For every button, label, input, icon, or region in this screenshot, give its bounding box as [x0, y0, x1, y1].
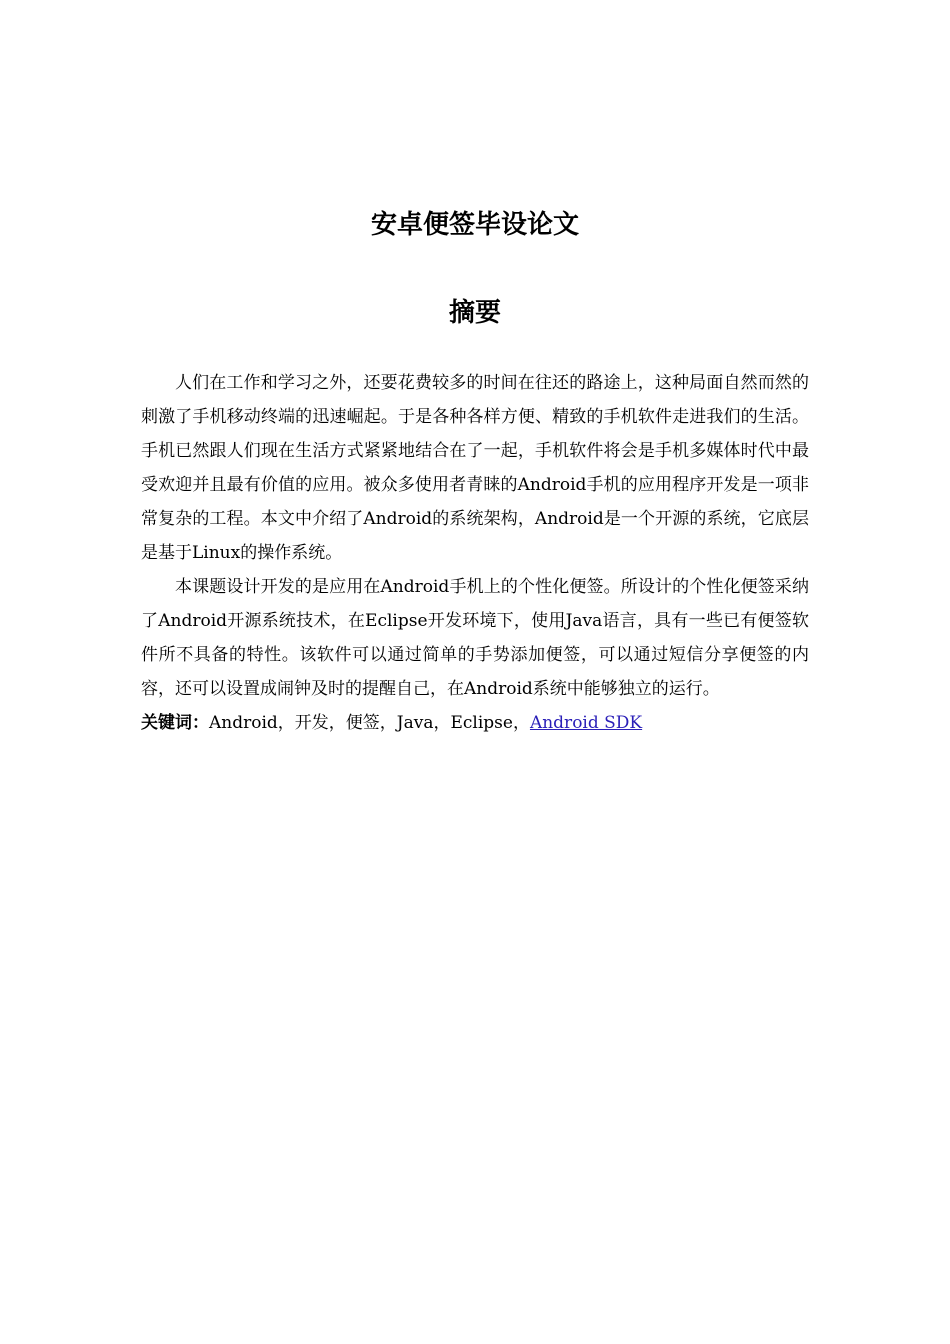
- abstract-paragraph-1: 人们在工作和学习之外，还要花费较多的时间在往还的路途上，这种局面自然而然的刺激了手机移动终端的迅速崛起。于是各种各样方便、精致的手机软件走进我们的生活。手机已然跟人们现在生活方式紧紧地结合在了一起，手机软件将会是手机多媒体时代中最受欢迎并且最有价值的应用。被众多使用者青睐的Android手机的应用程序开发是一项非常复杂的工程。本文中介绍了Android的系统架构，Android是一个开源的系统，它底层是基于Linux的操作系统。: [141, 373, 809, 563]
- keyword-link-android-sdk[interactable]: Android SDK: [529, 713, 643, 733]
- keywords-list: Android，开发，便签，Java，Eclipse，: [209, 713, 530, 733]
- keywords-label: 关键词：: [141, 713, 209, 733]
- abstract-paragraph-2: 本课题设计开发的是应用在Android手机上的个性化便签。所设计的个性化便签采纳了Android开源系统技术，在Eclipse开发环境下，使用Java语言，具有一些已有便签软件所不具备的特性。该软件可以通过简单的手势添加便签，可以通过短信分享便签的内容，还可以设置成闹钟及时的提醒自己，在Android系统中能够独立的运行。: [141, 577, 809, 699]
- abstract-body: [141, 366, 809, 740]
- abstract-heading: 摘要: [448, 298, 501, 328]
- keywords-line: [141, 706, 809, 740]
- document-title: 安卓便签毕设论文: [370, 210, 579, 240]
